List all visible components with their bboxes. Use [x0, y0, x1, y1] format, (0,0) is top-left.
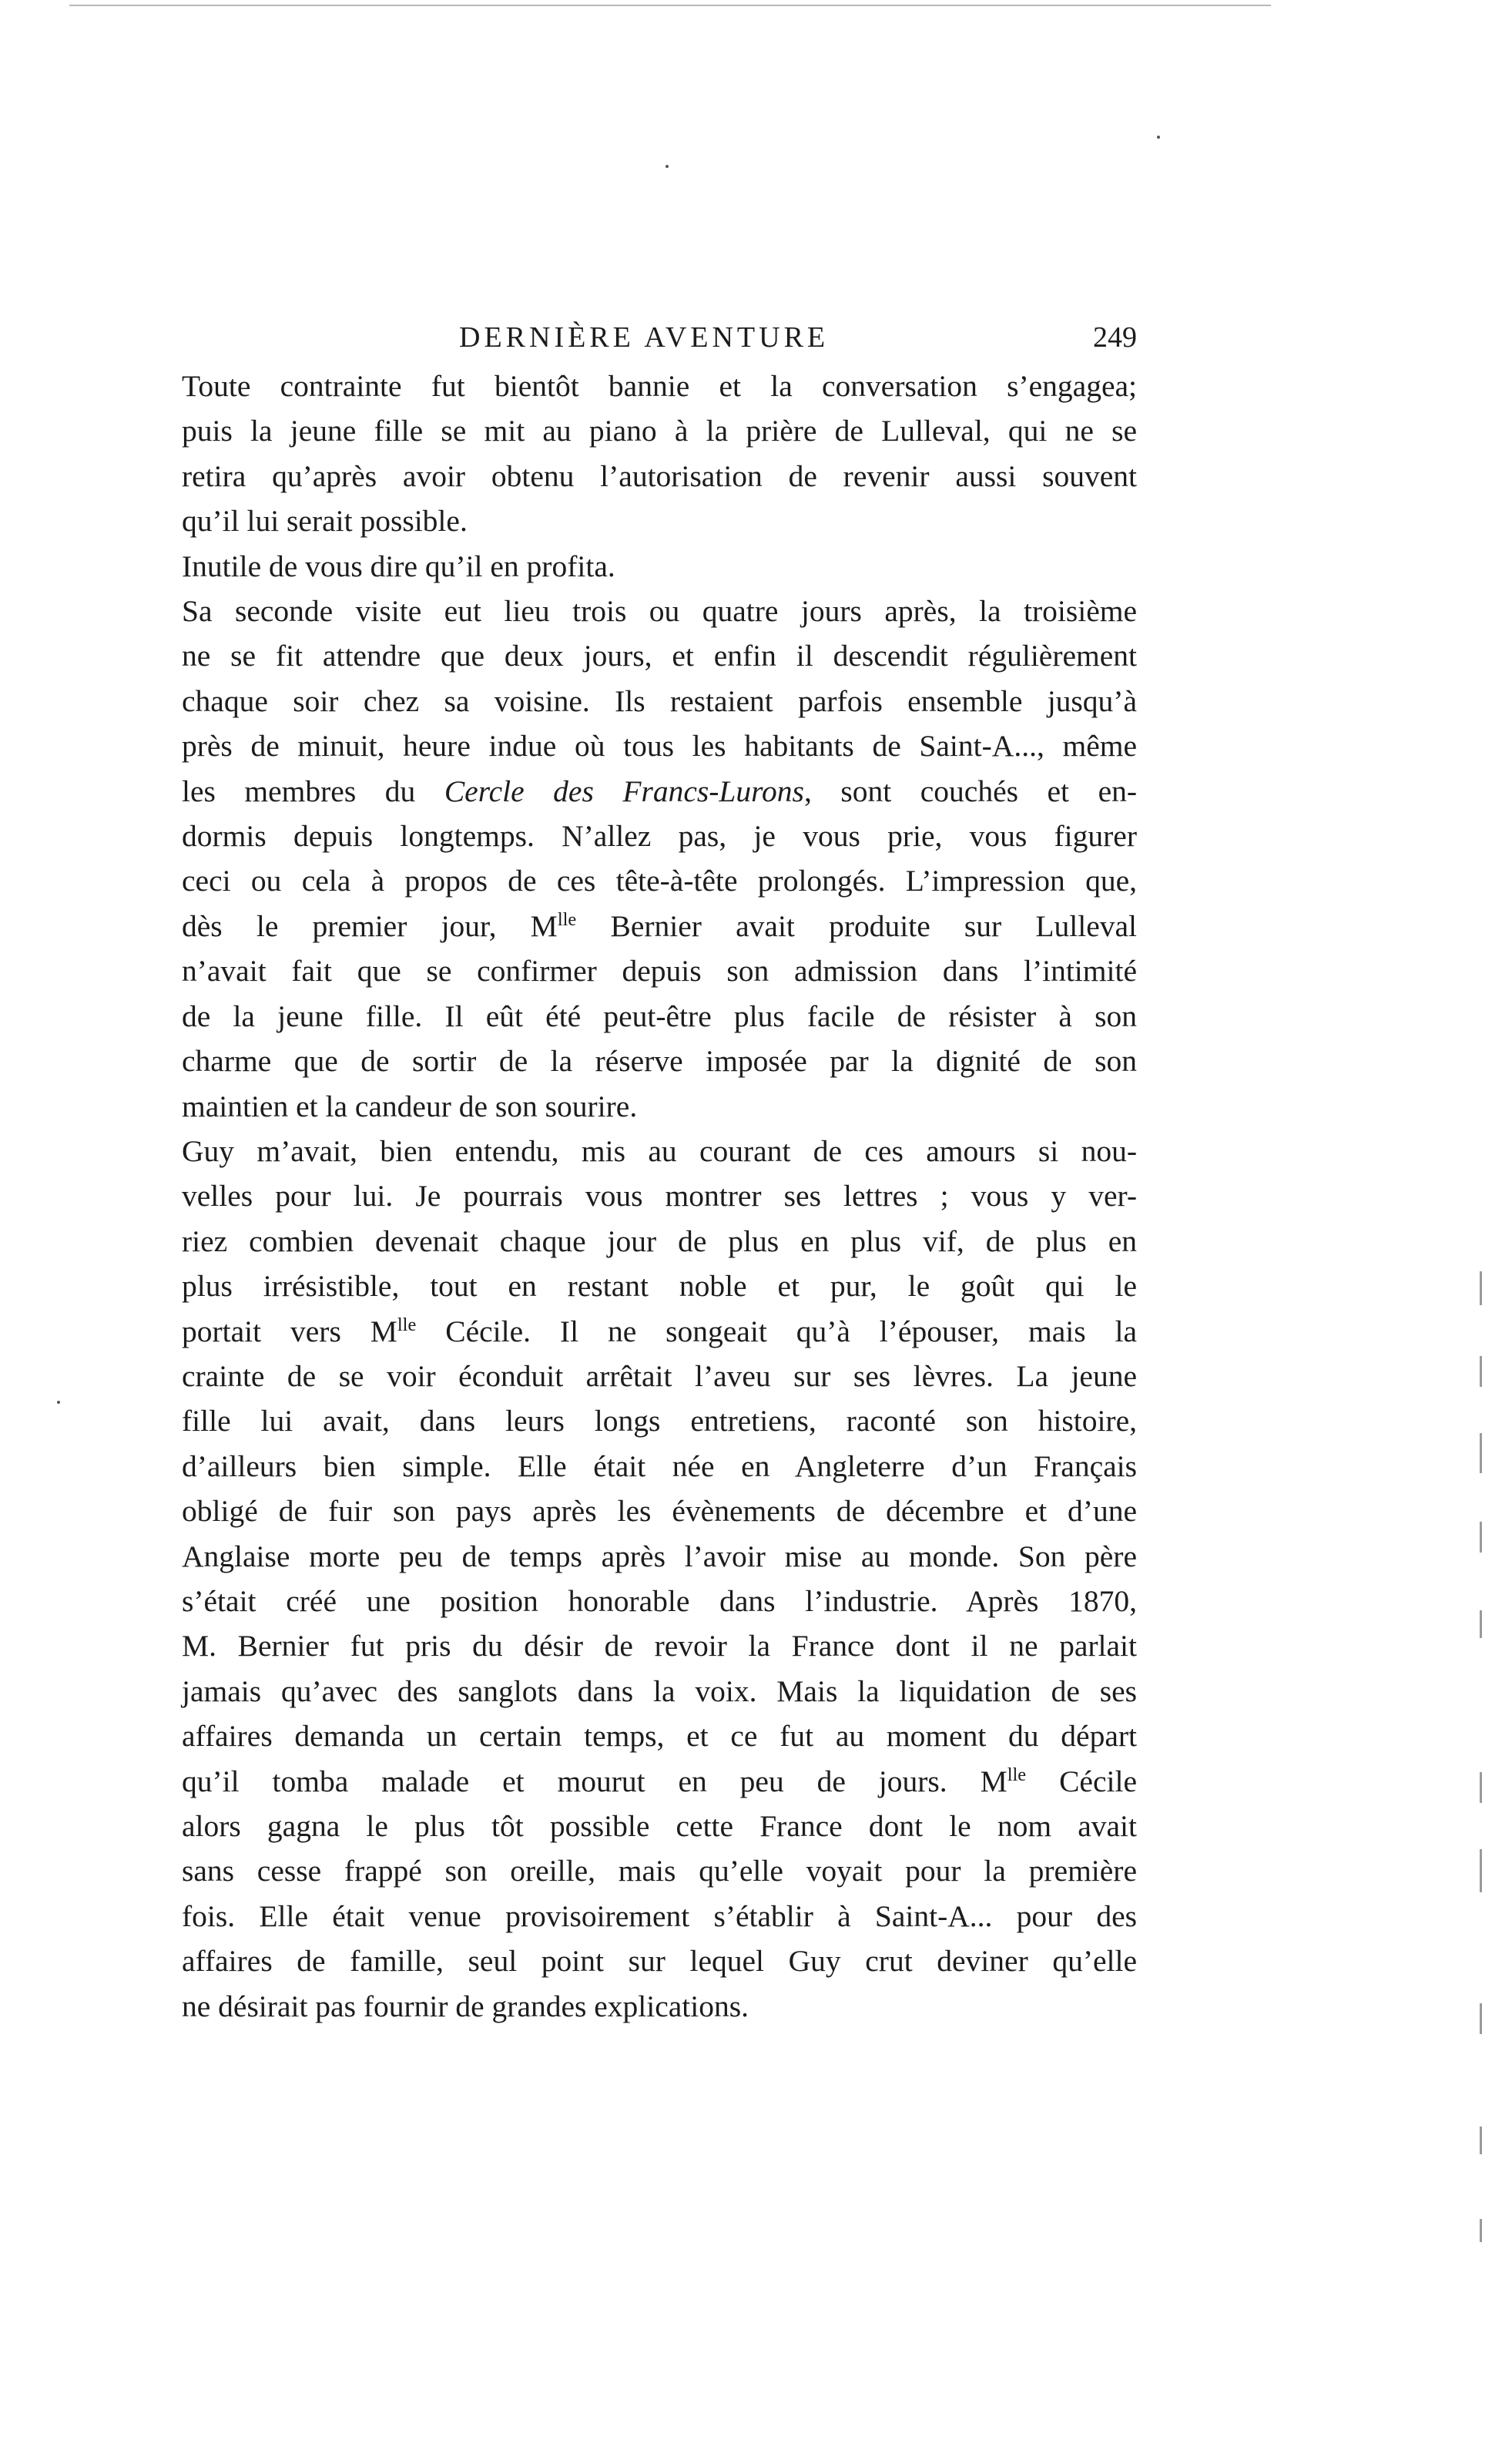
- margin-artifact: [1480, 1849, 1482, 1892]
- text-line: charme que de sortir de la réserve imposée par la dignité de son: [182, 1044, 1137, 1079]
- paragraph-1: [182, 364, 1137, 544]
- text-line: affaires de famille, seul point sur lequel Guy crut deviner qu’elle: [182, 1944, 1137, 1979]
- margin-artifact: [1480, 1772, 1482, 1803]
- margin-artifact: [1480, 1610, 1482, 1638]
- margin-artifact: [1480, 2127, 1482, 2154]
- page-header: [182, 316, 1137, 359]
- ink-speck: [666, 165, 669, 168]
- text-line: [182, 1759, 1137, 1804]
- margin-artifact: [1480, 1433, 1482, 1473]
- paragraph-4: [182, 1129, 1137, 2029]
- text-line: M. Bernier fut pris du désir de revoir la France dont il ne parlait: [182, 1629, 1137, 1663]
- text-line: affaires demanda un certain temps, et ce fut au moment du départ: [182, 1719, 1137, 1754]
- text-line: d’ailleurs bien simple. Elle était née en Angleterre d’un Français: [182, 1449, 1137, 1483]
- text-line: Toute contrainte fut bientôt bannie et la conversation s’engagea;: [182, 369, 1137, 403]
- line-start: dès le premier jour, M: [182, 908, 558, 943]
- line-start: portait vers M: [182, 1314, 397, 1348]
- text-line: [182, 904, 1137, 948]
- text-line: alors gagna le plus tôt possible cette France dont le nom avait: [182, 1809, 1137, 1843]
- paragraph-3: [182, 589, 1137, 1129]
- line-end: , sont couchés et en-: [803, 774, 1137, 808]
- text-line: Anglaise morte peu de temps après l’avoir mise au monde. Son père: [182, 1539, 1137, 1573]
- text-line: sans cesse frappé son oreille, mais qu’elle voyait pour la première: [182, 1854, 1137, 1888]
- text-line: Guy m’avait, bien entendu, mis au courant de ces amours si nou-: [182, 1133, 1137, 1168]
- paragraph-2: [182, 544, 1137, 589]
- margin-artifact: [1480, 2219, 1482, 2242]
- text-line: ne se fit attendre que deux jours, et enfin il descendit régulièrement: [182, 639, 1137, 673]
- text-line: fille lui avait, dans leurs longs entretiens, raconté son histoire,: [182, 1404, 1137, 1438]
- text-line: n’avait fait que se confirmer depuis son admission dans l’intimité: [182, 954, 1137, 989]
- margin-artifact: [1480, 1271, 1482, 1305]
- mlle-superscript: lle: [397, 1314, 417, 1335]
- text-line: velles pour lui. Je pourrais vous montrer ses lettres ; vous y ver-: [182, 1179, 1137, 1214]
- text-line: maintien et la candeur de son sourire.: [182, 1089, 638, 1123]
- text-line: riez combien devenait chaque jour de plus en plus vif, de plus en: [182, 1224, 1137, 1258]
- margin-artifact: [1480, 1522, 1482, 1553]
- club-name: Cercle des Francs-Lurons: [444, 774, 804, 808]
- line-end: Cécile. Il ne songeait qu’à l’épouser, mais la: [416, 1314, 1137, 1348]
- text-line: près de minuit, heure indue où tous les habitants de Saint-A..., même: [182, 729, 1137, 764]
- text-line: ceci ou cela à propos de ces tête-à-tête prolongés. L’impression que,: [182, 864, 1137, 898]
- text-line: s’était créé une position honorable dans l’industrie. Après 1870,: [182, 1583, 1137, 1618]
- text-line: retira qu’après avoir obtenu l’autorisation de revenir aussi souvent: [182, 458, 1137, 493]
- ink-speck: [1157, 136, 1160, 139]
- mlle-superscript: lle: [1007, 1764, 1027, 1785]
- text-line: obligé de fuir son pays après les évènements de décembre et d’une: [182, 1494, 1137, 1529]
- text-line: qu’il lui serait possible.: [182, 504, 468, 539]
- text-line: puis la jeune fille se mit au piano à la prière de Lulleval, qui ne se: [182, 414, 1137, 448]
- mlle-superscript: lle: [557, 908, 577, 930]
- text-line: [182, 769, 1137, 814]
- text-line: [182, 1309, 1137, 1354]
- text-line: Sa seconde visite eut lieu trois ou quatre jours après, la troisième: [182, 594, 1137, 629]
- text-line: jamais qu’avec des sanglots dans la voix. Mais la liquidation de ses: [182, 1673, 1137, 1708]
- text-line: dormis depuis longtemps. N’allez pas, je vous prie, vous figurer: [182, 819, 1137, 854]
- top-edge-rule: [69, 5, 1271, 6]
- margin-artifact: [1480, 1356, 1482, 1387]
- text-line: crainte de se voir éconduit arrêtait l’aveu sur ses lèvres. La jeune: [182, 1358, 1137, 1393]
- text-line: Inutile de vous dire qu’il en profita.: [182, 549, 615, 583]
- margin-artifact: [1480, 2003, 1482, 2034]
- text-line: fois. Elle était venue provisoirement s’établir à Saint-A... pour des: [182, 1898, 1137, 1933]
- text-line: ne désirait pas fournir de grandes explications.: [182, 1989, 749, 2023]
- body-text: [182, 364, 1137, 2029]
- text-line: plus irrésistible, tout en restant noble et pur, le goût qui le: [182, 1269, 1137, 1304]
- running-title: DERNIÈRE AVENTURE: [459, 321, 830, 354]
- page-number: 249: [1093, 321, 1137, 354]
- text-line: chaque soir chez sa voisine. Ils restaient parfois ensemble jusqu’à: [182, 683, 1137, 718]
- ink-speck: [57, 1401, 60, 1404]
- line-end: Bernier avait produite sur Lulleval: [576, 908, 1137, 943]
- line-start: les membres du: [182, 774, 444, 808]
- line-start: qu’il tomba malade et mourut en peu de jours. M: [182, 1764, 1007, 1798]
- text-line: de la jeune fille. Il eût été peut-être plus facile de résister à son: [182, 999, 1137, 1033]
- line-end: Cécile: [1026, 1764, 1137, 1798]
